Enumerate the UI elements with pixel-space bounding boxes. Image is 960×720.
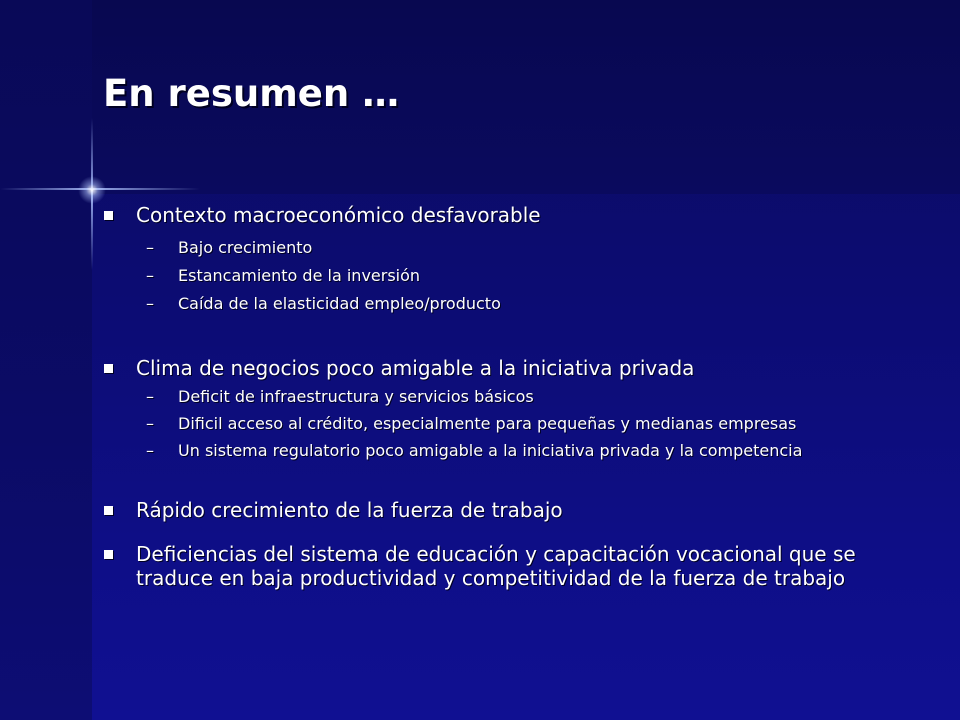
star-sparkle-icon <box>78 176 106 204</box>
bullet-list <box>103 203 933 590</box>
bullet-text: Deficiencias del sistema de educación y capacitación vocacional que se traduce en baja productividad y competitividad de la fuerza de trabajo <box>136 542 856 590</box>
sub-item <box>103 414 933 434</box>
bullet-text: Contexto macroeconómico desfavorable <box>136 203 541 227</box>
bullet-text: Rápido crecimiento de la fuerza de trabajo <box>136 498 563 522</box>
sub-item-text: Un sistema regulatorio poco amigable a la iniciativa privada y la competencia <box>178 441 803 460</box>
dash-marker: – <box>146 238 154 257</box>
dash-marker: – <box>146 387 154 406</box>
sub-item-text: Bajo crecimiento <box>178 238 313 257</box>
square-bullet-icon <box>104 364 113 373</box>
sub-item <box>103 266 933 286</box>
bullet-item <box>103 203 933 227</box>
dash-marker: – <box>146 441 154 460</box>
sub-item-text: Dificil acceso al crédito, especialmente para pequeñas y medianas empresas <box>178 414 797 433</box>
sub-item-text: Deficit de infraestructura y servicios básicos <box>178 387 534 406</box>
square-bullet-icon <box>104 506 113 515</box>
dash-marker: – <box>146 414 154 433</box>
dash-marker: – <box>146 294 154 313</box>
bullet-text: Clima de negocios poco amigable a la iniciativa privada <box>136 356 695 380</box>
slide-title: En resumen … <box>103 72 400 115</box>
dash-marker: – <box>146 266 154 285</box>
left-background-band <box>0 0 92 720</box>
bullet-item <box>103 498 933 522</box>
square-bullet-icon <box>104 211 113 220</box>
bullet-item <box>103 356 933 380</box>
sub-item <box>103 387 933 407</box>
sub-item-text: Estancamiento de la inversión <box>178 266 421 285</box>
sub-item <box>103 441 933 461</box>
square-bullet-icon <box>104 550 113 559</box>
sub-item <box>103 294 933 314</box>
sub-item-text: Caída de la elasticidad empleo/producto <box>178 294 501 313</box>
bullet-item <box>103 542 933 590</box>
sub-item <box>103 238 933 258</box>
